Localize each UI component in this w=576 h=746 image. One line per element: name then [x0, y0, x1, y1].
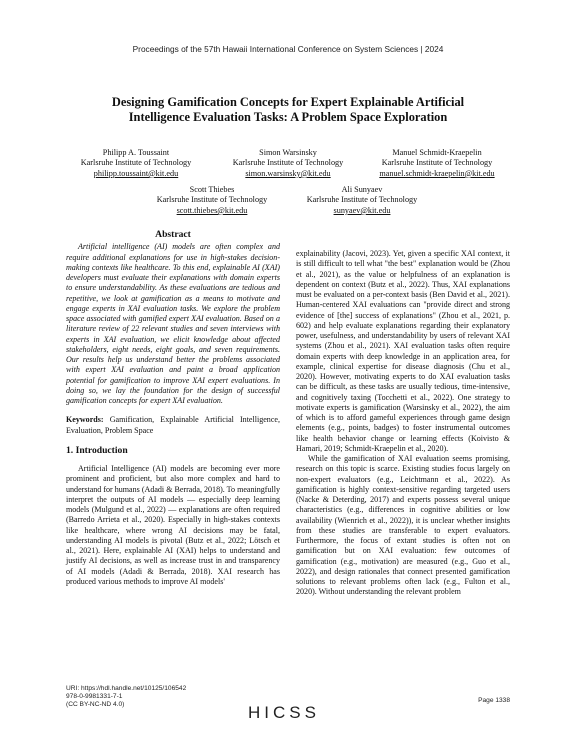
author-affiliation: Karlsruhe Institute of Technology [381, 158, 493, 168]
intro-paragraph: Artificial Intelligence (AI) models are becoming ever more prominent and proficient, but also more complex and hard to understand for humans (Adadi & Berrada, 2018). To meaningfully interpret the outputs of AI models — especially deep learning models (Mulgund et al., 2022) — explanations are often required (Barredo Arrieta et al., 2020). Especially in high-stakes contexts like healthcare, where wrong AI decisions may be fatal, understanding AI models is pivotal (Butz et al., 2022; Lötsch et al., 2021). Here, explainable AI (XAI) helps to understand and justify AI decisions, as well as increase trust in and transparency of AI models (Adadi & Berrada, 2018). XAI research has produced various methods to improve AI models' [66, 464, 280, 586]
author-email[interactable]: philipp.toussaint@kit.edu [93, 168, 179, 178]
footer-isbn: 978-0-9981331-7-1 [66, 693, 123, 701]
author-email[interactable]: scott.thiebes@kit.edu [176, 205, 248, 215]
left-column [66, 230, 280, 587]
author-block [362, 148, 512, 179]
author-name: Simon Warsinsky [259, 148, 317, 157]
title-line-1: Designing Gamification Concepts for Expert Explainable Artificial [111, 95, 465, 109]
page-number: Page 1338 [478, 697, 510, 704]
author-name: Philipp A. Toussaint [102, 148, 170, 157]
right-column [296, 249, 510, 598]
keywords-text: Gamification, Explainable Artificial Intelligence, Evaluation, Problem Space [66, 415, 280, 435]
footer-license: (CC BY-NC-ND 4.0) [66, 701, 125, 709]
author-block [292, 185, 432, 216]
author-name: Scott Thiebes [189, 185, 235, 194]
keywords-label: Keywords: [66, 415, 104, 425]
author-affiliation: Karlsruhe Institute of Technology [232, 158, 344, 168]
title-line-2: Intelligence Evaluation Tasks: A Problem Space Exploration [128, 110, 448, 124]
abstract-text: Artificial intelligence (AI) models are often complex and require additional explanations for use in high-stakes decision-making contexts like healthcare. To this end, explainable AI (XAI) developers must evaluate their explanations with domain experts to ensure understandability. As these evaluations are tedious and repetitive, we look at gamification as a means to motivate and engage experts in XAI evaluation tasks. We explore the problem space associated with gamified expert XAI evaluation. Based on a literature review of 22 relevant studies and seven interviews with experts in XAI evaluation, we elicit knowledge about affected stakeholders, eight needs, eight goals, and seven requirements. Our results help us understand better the problems associated with expert XAI evaluation and paint a broad application potential for gamification to improve XAI expert evaluations. In doing so, we lay the foundation for the design of successful gamification concepts for expert XAI evaluation. [66, 242, 280, 405]
author-block [218, 148, 358, 179]
author-block [142, 185, 282, 216]
author-email[interactable]: manuel.schmidt-kraepelin@kit.edu [379, 168, 495, 178]
footer-info [66, 685, 186, 710]
proceedings-header: Proceedings of the 57th Hawaii International Conference on System Sciences | 2024 [132, 44, 444, 54]
author-name: Ali Sunyaev [341, 185, 383, 194]
body-paragraph: While the gamification of XAI evaluation seems promising, research on this topic is scarce. Existing studies focus largely on non-expert evaluators (e.g., Leichtmann et al., 2022). As gamification is highly context-sensitive regarding targeted users (Nacke & Deterding, 2017) and experts possess several unique characteristics (e.g., differences in cognitive abilities or low availability (Wienrich et al., 2022)), it is unclear whether insights from these studies are transferable to expert evaluators. Furthermore, the focus of extant studies is often not on gamification but on XAI evaluation: few outcomes of gamification (e.g., motivation) are measured (e.g., Guo et al., 2022), and design rationales that connect presented gamification solutions to relevant problems often lack (e.g., Fulton et al., 2020). Without understanding the relevant problem [296, 454, 510, 597]
footer-uri[interactable]: URI: https://hdl.handle.net/10125/106542 [66, 685, 187, 692]
author-affiliation: Karlsruhe Institute of Technology [156, 195, 268, 205]
author-block [66, 148, 206, 179]
keywords [66, 415, 280, 436]
section-heading-introduction: 1. Introduction [66, 444, 128, 456]
abstract-heading: Abstract [155, 229, 191, 240]
author-name: Manuel Schmidt-Kraepelin [392, 148, 482, 157]
hicss-logo: HICSS [248, 703, 320, 722]
author-affiliation: Karlsruhe Institute of Technology [306, 195, 418, 205]
author-email[interactable]: simon.warsinsky@kit.edu [245, 168, 331, 178]
paper-title [60, 95, 516, 125]
author-email[interactable]: sunyaev@kit.edu [333, 205, 391, 215]
author-affiliation: Karlsruhe Institute of Technology [80, 158, 192, 168]
body-paragraph: explainability (Jacovi, 2023). Yet, given a specific XAI context, it is still difficult to tell what "the best" explanation would be (Zhou et al., 2021), as the value or helpfulness of an explanation is dependent on context (Butz et al., 2022). Thus, XAI explanations must be evaluated on a per-context basis (Ben David et al., 2021). Human-centered XAI evaluations can "provide direct and strong evidence of [the] success of explanations" (Zhou et al., 2021, p. 602) and help evaluate explanations regarding their explanatory power, usefulness, and understandability by users of relevant XAI systems (Zhou et al., 2021). XAI evaluation tasks often require domain experts with deep knowledge in an application area, for example, clinical expertise for disease diagnosis (Chu et al., 2020). However, motivating experts to do XAI evaluation tasks can be difficult, as these tasks are usually tedious, time-intensive, and cognitively taxing (Tocchetti et al., 2022). One strategy to motivate experts is gamification (Warsinsky et al., 2022), the aim of which is to afford gameful experiences through game design elements (e.g., points, badges) to foster instrumental outcomes like health behavior change or learning effects (Koivisto & Hamari, 2019; Schmidt-Kraepelin et al., 2020). [296, 249, 510, 453]
